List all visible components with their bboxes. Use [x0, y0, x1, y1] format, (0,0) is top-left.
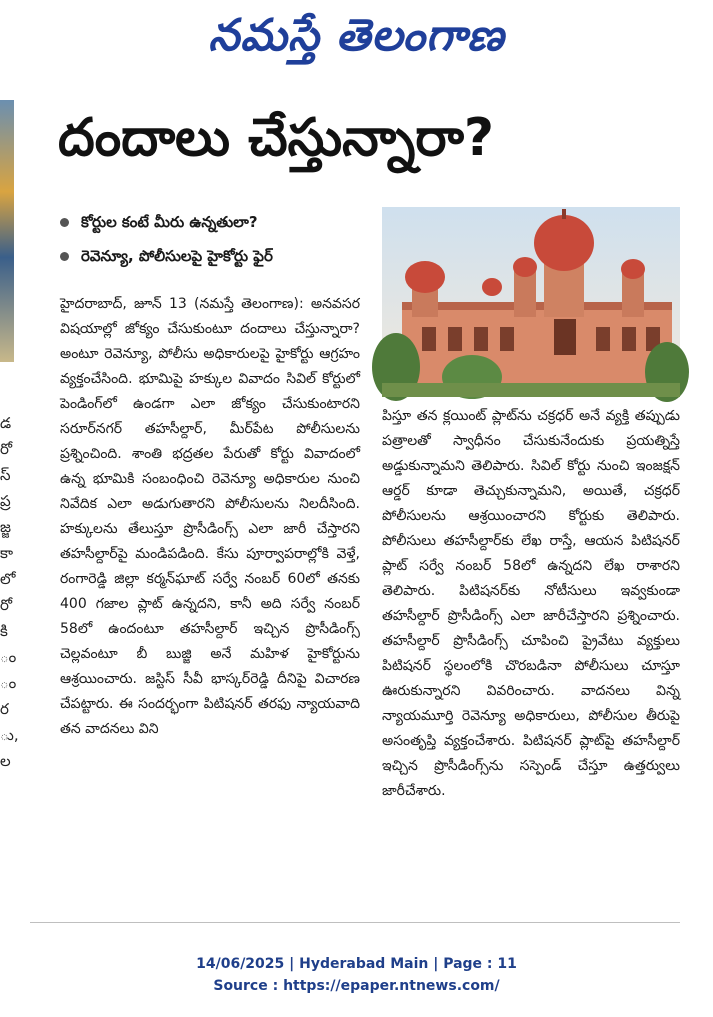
fragment-text: కి: [0, 622, 8, 640]
fragment-text: ం: [0, 648, 17, 666]
masthead-logo: నమస్తే తెలంగాణ: [208, 10, 505, 61]
fragment-text: ప్ర: [0, 492, 11, 510]
bullet-item: కోర్టుల కంటే మీరు ఉన్నతులా?: [60, 205, 390, 239]
fragment-text: లో: [0, 570, 16, 588]
fragment-text: స్: [0, 466, 11, 484]
article-body-column-right: పిస్తూ తన క్లయింట్ ప్లాట్‌ను చక్రధర్ అనే వ్యక్తి తప్పుడు పత్రాలతో స్వాధీనం చేసుకునేందుకు ప్రయత్నిస్తే అడ్డుకున్నామని తెలిపారు. సివిల్ కోర్టు నుంచి ఇంజక్షన్ ఆర్డర్ కూడా తెచ్చుకున్నామని, అయితే, చక్రధర్ పోలీసులను ఆశ్రయించారని కోర్టుకు తెలిపారు. పోలీసులు తహసీల్దార్‌కు లేఖ రాస్తే, ఆయన పిటిషనర్ ప్లాట్ సర్వే నంబర్ 58లో ఉన్నదని లేఖ రాశారని తెలిపారు. పిటిషనర్‌కు నోటీసులు ఇవ్వకుండా తహసీల్దార్ ప్రొసీడింగ్స్ ఎలా జారీచేస్తారని ప్రశ్నించారు. తహసీల్దార్ ప్రొసీడింగ్స్ చూపించి ప్రైవేటు వ్యక్తులు పిటిషనర్ స్థలంలోకి చొరబడినా పోలీసులు చూస్తూ ఊరుకున్నారని వివరించారు. వాదనలు విన్న న్యాయమూర్తి రెవెన్యూ అధికారులు, పోలీసుల తీరుపై అసంతృప్తి వ్యక్తంచేశారు. పిటిషనర్ ప్లాట్‌పై తహసీల్దార్ ఇచ్చిన ప్రొసీడింగ్స్‌ను సస్పెండ్ చేస్తూ ఉత్తర్వులు జారీచేశారు.: [382, 408, 680, 799]
fragment-text: రో: [0, 596, 13, 614]
subheading-bullets: [60, 205, 390, 273]
footer-edition-info: 14/06/2025 | Hyderabad Main | Page : 11: [196, 956, 517, 972]
fragment-text: డ: [0, 414, 12, 432]
footer-source-link[interactable]: Source : https://epaper.ntnews.com/: [213, 978, 500, 994]
fragment-text: ు,: [0, 726, 19, 744]
footer-divider: [30, 922, 680, 923]
fragment-text: జ్జ: [0, 518, 11, 536]
high-court-illustration: [382, 207, 680, 397]
fragment-text: ర: [0, 700, 9, 718]
adjacent-article-fragments: [0, 410, 19, 774]
fragment-text: కా: [0, 544, 14, 562]
adjacent-photo-strip: [0, 100, 14, 362]
high-court-photo: [382, 207, 680, 397]
article-body-column-left: హైదరాబాద్, జూన్ 13 (నమస్తే తెలంగాణ): అనవసర విషయాల్లో జోక్యం చేసుకుంటూ దందాలు చేస్తున్నారా? అంటూ రెవెన్యూ, పోలీసు అధికారులపై హైకోర్టు ఆగ్రహం వ్యక్తంచేసింది. భూమిపై హక్కుల వివాదం సివిల్ కోర్టులో పెండింగ్‌లో ఉండగా ఎలా జోక్యం చేసుకుంటారని సరూర్‌నగర్ తహసీల్దార్, మీర్‌పేట పోలీసులను ప్రశ్నించింది. శాంతి భద్రతల పేరుతో కోర్టు వివాదంలో ఉన్న భూమికి సంబంధించి రెవెన్యూ అధికారుల నుంచి నివేదిక ఎలా అడుగుతారని పోలీసులను నిలదీసింది. హక్కులను తేలుస్తూ ప్రొసీడింగ్స్ ఎలా జారీ చేస్తారని తహసీల్దార్‌పై మండిపడింది. కేసు పూర్వాపరాల్లోకి వెళ్తే, రంగారెడ్డి జిల్లా కర్మన్‌ఘాట్ సర్వే నంబర్ 60లో తనకు 400 గజాల ప్లాట్ ఉన్నదని, కానీ అది సర్వే నంబర్ 58లో ఉందంటూ తహసీల్దార్ ఇచ్చిన ప్రొసీడింగ్స్ చెల్లవంటూ బీ బుజ్జి అనే మహిళ హైకోర్టును ఆశ్రయించారు. జస్టిస్ సీవీ భాస్కర్‌రెడ్డి దీనిపై విచారణ చేపట్టారు. ఈ సందర్భంగా పిటిషనర్ తరఫు న్యాయవాది తన వాదనలు విని: [60, 296, 360, 737]
fragment-text: ం: [0, 674, 17, 692]
bullet-item: రెవెన్యూ, పోలీసులపై హైకోర్టు ఫైర్: [60, 239, 390, 273]
article-headline: దందాలు చేస్తున్నారా?: [58, 108, 495, 168]
fragment-text: ల: [0, 752, 11, 770]
fragment-text: రో: [0, 440, 13, 458]
